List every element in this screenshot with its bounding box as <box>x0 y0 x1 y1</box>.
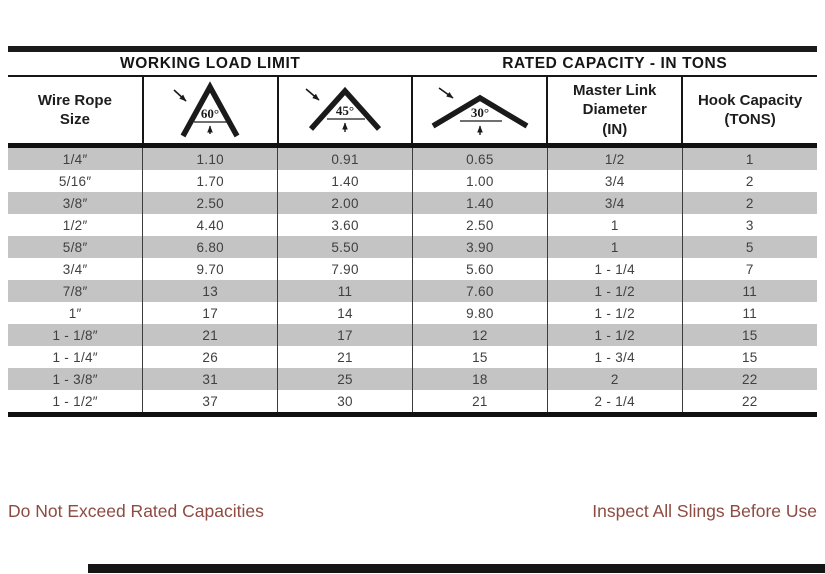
table-row <box>8 170 817 192</box>
table-cell: 17 <box>143 302 278 324</box>
table-cell: 21 <box>143 324 278 346</box>
table-cell: 1/4″ <box>62 151 88 167</box>
table-cell: 1.40 <box>278 170 413 192</box>
table-cell: 1.40 <box>412 192 547 214</box>
sling-angle-45-icon <box>285 81 405 139</box>
table-cell: 3/8″ <box>62 195 88 211</box>
angle-45-header <box>278 76 413 146</box>
footer-warnings <box>8 501 817 522</box>
table-cell: 11 <box>278 280 413 302</box>
table-row <box>8 214 817 236</box>
footer-warning-left: Do Not Exceed Rated Capacities <box>8 501 264 521</box>
table-cell: 1/2 <box>547 146 682 171</box>
table-cell: 1 <box>547 236 682 258</box>
table-cell: 1 - 1/2 <box>547 324 682 346</box>
table-cell: 15 <box>682 324 817 346</box>
table-cell: 5.60 <box>412 258 547 280</box>
table-cell: 14 <box>278 302 413 324</box>
table-cell: 26 <box>143 346 278 368</box>
sling-angle-30-icon <box>420 81 540 139</box>
table-cell: 0.65 <box>412 146 547 171</box>
table-cell: 15 <box>412 346 547 368</box>
section-titles <box>8 52 817 75</box>
angle-30-header <box>412 76 547 146</box>
table-row <box>8 368 817 390</box>
table-cell: 7 <box>682 258 817 280</box>
table-cell: 11 <box>682 302 817 324</box>
table-cell: 30 <box>278 390 413 415</box>
table-row <box>8 302 817 324</box>
table-cell: 37 <box>143 390 278 415</box>
table-cell: 13 <box>143 280 278 302</box>
table-cell: 1 <box>682 146 817 171</box>
load-arrow-icon <box>306 89 319 100</box>
load-arrow-icon <box>439 88 453 98</box>
angle-60-label: 60° <box>201 106 220 121</box>
table-cell: 2 - 1/4 <box>547 390 682 415</box>
table-row <box>8 324 817 346</box>
table-cell: 18 <box>412 368 547 390</box>
table-row <box>8 146 817 171</box>
table-cell: 12 <box>412 324 547 346</box>
table-row <box>8 258 817 280</box>
table-cell: 1 - 3/4 <box>547 346 682 368</box>
table-cell: 31 <box>143 368 278 390</box>
table-cell: 22 <box>682 390 817 415</box>
table-cell: 1 - 1/4″ <box>52 349 98 365</box>
table-cell: 5 <box>682 236 817 258</box>
table-row <box>8 346 817 368</box>
table-cell: 3 <box>682 214 817 236</box>
table-cell: 1.70 <box>143 170 278 192</box>
angle-60-header <box>143 76 278 146</box>
footer-warning-right: Inspect All Slings Before Use <box>592 501 817 521</box>
table-cell: 3/4″ <box>62 261 88 277</box>
working-load-limit-title: WORKING LOAD LIMIT <box>120 55 301 72</box>
table-cell: 5/16″ <box>58 173 92 189</box>
table-cell: 1 - 1/2″ <box>52 393 98 409</box>
table-cell: 21 <box>412 390 547 415</box>
header-row <box>8 76 817 146</box>
table-cell: 17 <box>278 324 413 346</box>
table-cell: 7/8″ <box>62 283 88 299</box>
table-cell: 2.00 <box>278 192 413 214</box>
table-cell: 3/4 <box>547 170 682 192</box>
table-cell: 11 <box>682 280 817 302</box>
table-row <box>8 280 817 302</box>
table-cell: 15 <box>682 346 817 368</box>
sling-angle-60-icon <box>150 81 270 139</box>
table-cell: 1 - 1/2 <box>547 280 682 302</box>
table-cell: 5.50 <box>278 236 413 258</box>
angle-30-label: 30° <box>470 105 489 120</box>
table-cell: 2.50 <box>412 214 547 236</box>
table-row <box>8 192 817 214</box>
table-cell: 7.60 <box>412 280 547 302</box>
angle-45-label: 45° <box>335 103 355 118</box>
table-cell: 2 <box>547 368 682 390</box>
table-cell: 1/2″ <box>62 217 88 233</box>
table-cell: 3.60 <box>278 214 413 236</box>
table-cell: 1.10 <box>143 146 278 171</box>
table-cell: 3.90 <box>412 236 547 258</box>
working-load-limit-table <box>8 75 817 417</box>
table-cell: 1 - 1/2 <box>547 302 682 324</box>
table-cell: 7.90 <box>278 258 413 280</box>
wire-rope-size-header: Wire Rope Size <box>8 76 143 146</box>
table-cell: 2.50 <box>143 192 278 214</box>
table-cell: 1 <box>547 214 682 236</box>
hook-capacity-header: Hook Capacity (TONS) <box>682 76 817 146</box>
table-cell: 0.91 <box>278 146 413 171</box>
table-cell: 1″ <box>68 305 82 321</box>
table-cell: 6.80 <box>143 236 278 258</box>
table-cell: 9.70 <box>143 258 278 280</box>
table-cell: 1 - 1/8″ <box>52 327 98 343</box>
table-cell: 9.80 <box>412 302 547 324</box>
table-row <box>8 236 817 258</box>
table-cell: 3/4 <box>547 192 682 214</box>
table-cell: 2 <box>682 170 817 192</box>
table-cell: 1.00 <box>412 170 547 192</box>
table-cell: 2 <box>682 192 817 214</box>
master-link-diameter-header: Master Link Diameter (IN) <box>547 76 682 146</box>
table-cell: 1 - 3/8″ <box>52 371 98 387</box>
table-cell: 1 - 1/4 <box>547 258 682 280</box>
load-arrow-icon <box>174 90 186 101</box>
table-cell: 21 <box>278 346 413 368</box>
bottom-rule <box>88 564 825 573</box>
table-row <box>8 390 817 415</box>
rated-capacity-title: RATED CAPACITY - IN TONS <box>502 55 728 72</box>
table-cell: 25 <box>278 368 413 390</box>
table-cell: 5/8″ <box>62 239 88 255</box>
table-cell: 4.40 <box>143 214 278 236</box>
table-cell: 22 <box>682 368 817 390</box>
